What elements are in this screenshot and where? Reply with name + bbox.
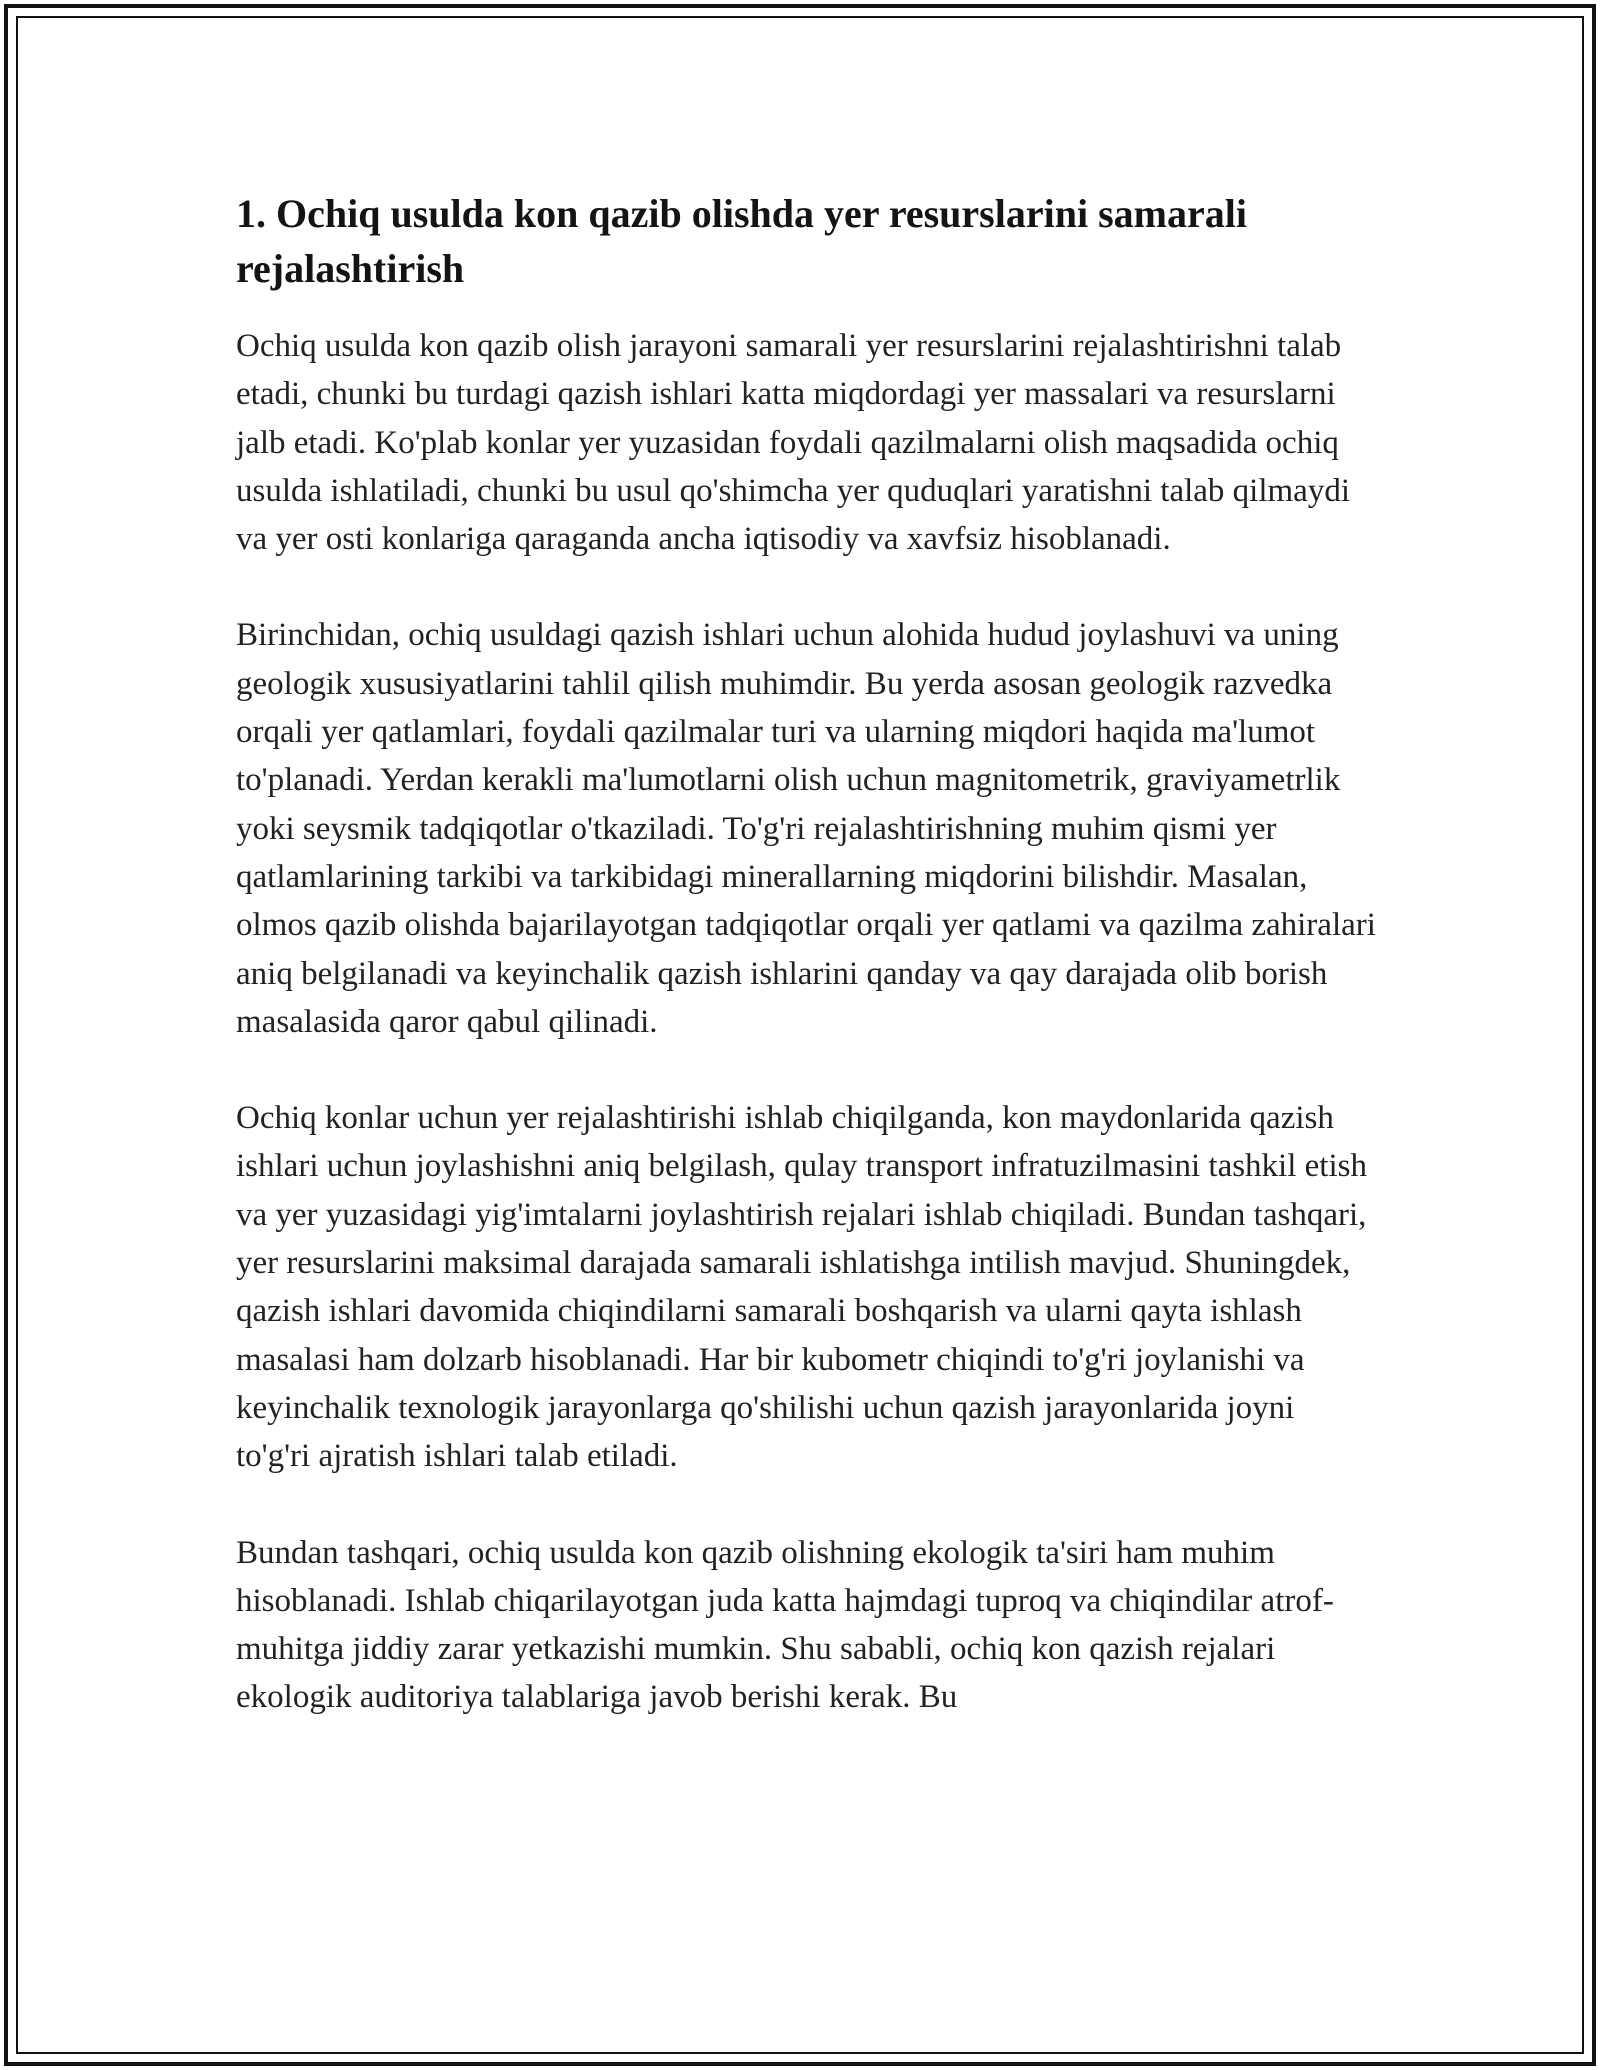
paragraph-geology: Birinchidan, ochiq usuldagi qazish ishlari uchun alohida hudud joylashuvi va uning geologik xususiyatlarini tahlil qilish muhimdir. Bu yerda asosan geologik razvedka orqali yer qatlamlari, foydali qazilmalar turi va ularning miqdori haqida ma'lumot to'planadi. Yerdan kerakli ma'lumotlarni olish uchun magnitometrik, graviyametrlik yoki seysmik tadqiqotlar o'tkaziladi. To'g'ri rejalashtirishning muhim qismi yer qatlamlarining tarkibi va tarkibidagi minerallarning miqdorini bilishdir. Masalan, olmos qazib olishda bajarilayotgan tadqiqotlar orqali yer qatlami va qazilma zahiralari aniq belgilanadi va keyinchalik qazish ishlarini qanday va qay darajada olib borish masalasida qaror qabul qilinadi. — [236, 617, 1376, 1040]
document-body — [236, 186, 1376, 1770]
section-heading: 1. Ochiq usulda kon qazib olishda yer resurslarini samarali rejalashtirish — [236, 191, 1247, 291]
paragraph-ecology: Bundan tashqari, ochiq usulda kon qazib olishning ekologik ta'siri ham muhim hisoblanadi. Ishlab chiqarilayotgan juda katta hajmdagi tuproq va chiqindilar atrof-muhitga jiddiy zarar yetkazishi mumkin. Shu sababli, ochiq kon qazish rejalari ekologik auditoriya talablariga javob berishi kerak. Bu — [236, 1534, 1334, 1716]
paragraph-intro: Ochiq usulda kon qazib olish jarayoni samarali yer resurslarini rejalashtirishni talab etadi, chunki bu turdagi qazish ishlari katta miqdordagi yer massalari va resurslarni jalb etadi. Ko'plab konlar yer yuzasidan foydali qazilmalarni olish maqsadida ochiq usulda ishlatiladi, chunki bu usul qo'shimcha yer quduqlari yaratishni talab qilmaydi va yer osti konlariga qaraganda ancha iqtisodiy va xavfsiz hisoblanadi. — [236, 328, 1350, 558]
paragraph-planning: Ochiq konlar uchun yer rejalashtirishi ishlab chiqilganda, kon maydonlarida qazish ishlari uchun joylashishni aniq belgilash, qulay transport infratuzilmasini tashkil etish va yer yuzasidagi yig'imtalarni joylashtirish rejalari ishlab chiqiladi. Bundan tashqari, yer resurslarini maksimal darajada samarali ishlatishga intilish mavjud. Shuningdek, qazish ishlari davomida chiqindilarni samarali boshqarish va ularni qayta ishlash masalasi ham dolzarb hisoblanadi. Har bir kubometr chiqindi to'g'ri joylanishi va keyinchalik texnologik jarayonlarga qo'shilishi uchun qazish jarayonlarida joyni to'g'ri ajratish ishlari talab etiladi. — [236, 1100, 1367, 1475]
